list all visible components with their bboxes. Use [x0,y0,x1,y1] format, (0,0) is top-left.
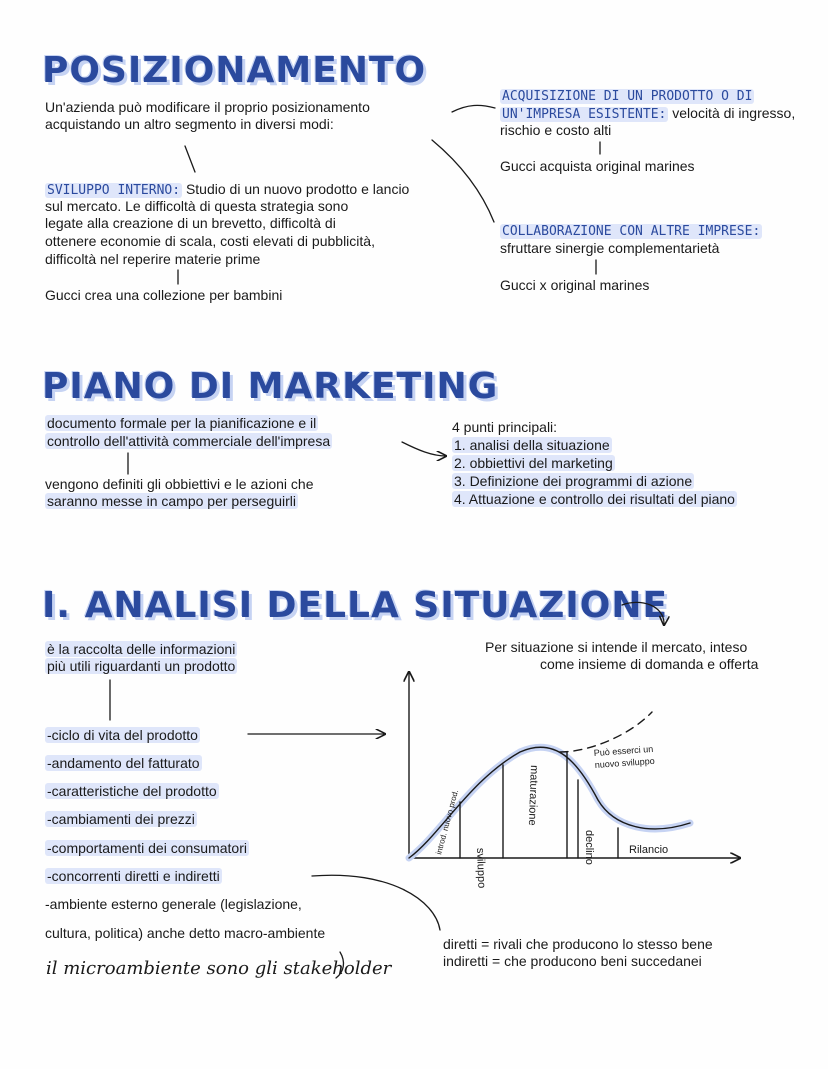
microenvironment-note: il microambiente sono gli stakeholder [46,958,392,979]
connector-note [336,952,343,978]
internal-development-line2: sul mercato. Le difficoltà di questa strategia sono [45,198,349,214]
main-point-3-text: 3. Definizione dei programmi di azione [454,473,693,489]
collaboration-line1: sfruttare sinergie complementarietà [500,240,720,256]
phase-intro-label: introd. nuovo prod. [434,788,461,856]
main-point-2-text: 2. obbiettivi del marketing [454,455,613,471]
situation-def-text2: più utili riguardanti un prodotto [47,658,236,674]
connector-to-collaboration [432,140,494,222]
acquisition-label-text: ACQUISIZIONE DI UN PRODOTTO O DI [502,89,753,104]
connector-to-acquisition [452,105,495,112]
section-title-marketing-plan: PIANO DI MARKETING [42,366,499,407]
connector-competitors [312,875,440,930]
connector-title-situation [622,602,664,625]
analysis-item-6-text: -concorrenti diretti e indiretti [47,868,220,884]
acquisition-line2: rischio e costo alti [500,122,612,138]
collaboration-label-text: COLLABORAZIONE CON ALTRE IMPRESE: [502,224,761,239]
marketing-plan-def-text2: controllo dell'attività commerciale dell'impresa [47,433,331,449]
analysis-item-4-text: -cambiamenti dei prezzi [47,811,195,827]
situation-meaning-line1: Per situazione si intende il mercato, inteso [485,639,748,655]
internal-development-line4: ottenere economie di scala, costi elevati di pubblicità, [45,233,375,249]
main-point-4-text: 4. Attuazione e controllo dei risultati del piano [454,491,735,507]
phase-maturity-label: maturazione [525,764,540,826]
phase-decline-label: declino [583,830,595,865]
analysis-item-2-text: -andamento del fatturato [47,755,200,771]
main-point-1-text: 1. analisi della situazione [454,437,610,453]
internal-development-label: SVILUPPO INTERNO: [47,183,181,198]
marketing-plan-goals-text2: saranno messe in campo per perseguirli [47,493,297,509]
acquisition-text: velocità di ingresso, [668,105,796,121]
acquisition-label-line2: UN'IMPRESA ESISTENTE: [502,107,667,122]
competitors-direct: diretti = rivali che producono lo stesso bene [443,936,713,952]
new-growth-label-line2: nuovo sviluppo [594,755,656,770]
competitors-indirect: indiretti = che producono beni succedanei [443,953,702,969]
analysis-item-3-text: -caratteristiche del prodotto [47,783,217,799]
marketing-plan-goals-line1: vengono definiti gli obbiettivi e le azioni che [45,476,314,492]
positioning-intro-line2: acquistando un altro segmento in diversi modi: [45,116,334,132]
situation-meaning-line2: come insieme di domanda e offerta [540,656,759,672]
connector-to-internal [185,146,195,172]
main-points-title: 4 punti principali: [452,419,558,435]
phase-growth-label: sviluppo [474,847,488,889]
positioning-intro-line1: Un'azienda può modificare il proprio posizionamento [45,99,370,115]
analysis-item-5-text: -comportamenti dei consumatori [47,840,247,856]
new-growth-label-line1: Può esserci un [593,743,654,758]
analysis-item-7: -ambiente esterno generale (legislazione, [45,896,302,912]
marketing-plan-def-text1: documento formale per la pianificazione e il [47,415,317,431]
phase-relaunch-label: Rilancio [629,844,669,856]
internal-development-line5: difficoltà nel reperire materie prime [45,251,261,267]
connector-plan-points [402,442,446,456]
section-title-situation-analysis: I. ANALISI DELLA SITUAZIONE [42,585,669,626]
analysis-item-1-text: -ciclo di vita del prodotto [47,727,198,743]
situation-def-text1: è la raccolta delle informazioni [47,641,236,657]
analysis-item-8: cultura, politica) anche detto macro-ambiente [45,925,326,941]
internal-development-text: Studio di un nuovo prodotto e lancio [182,181,410,197]
internal-development-line3: legate alla creazione di un brevetto, difficoltà di [45,215,336,231]
internal-development-example: Gucci crea una collezione per bambini [45,287,283,303]
lifecycle-diagram [409,672,740,858]
collaboration-example: Gucci x original marines [500,277,650,293]
section-title-positioning: POSIZIONAMENTO [42,50,427,91]
acquisition-example: Gucci acquista original marines [500,158,695,174]
